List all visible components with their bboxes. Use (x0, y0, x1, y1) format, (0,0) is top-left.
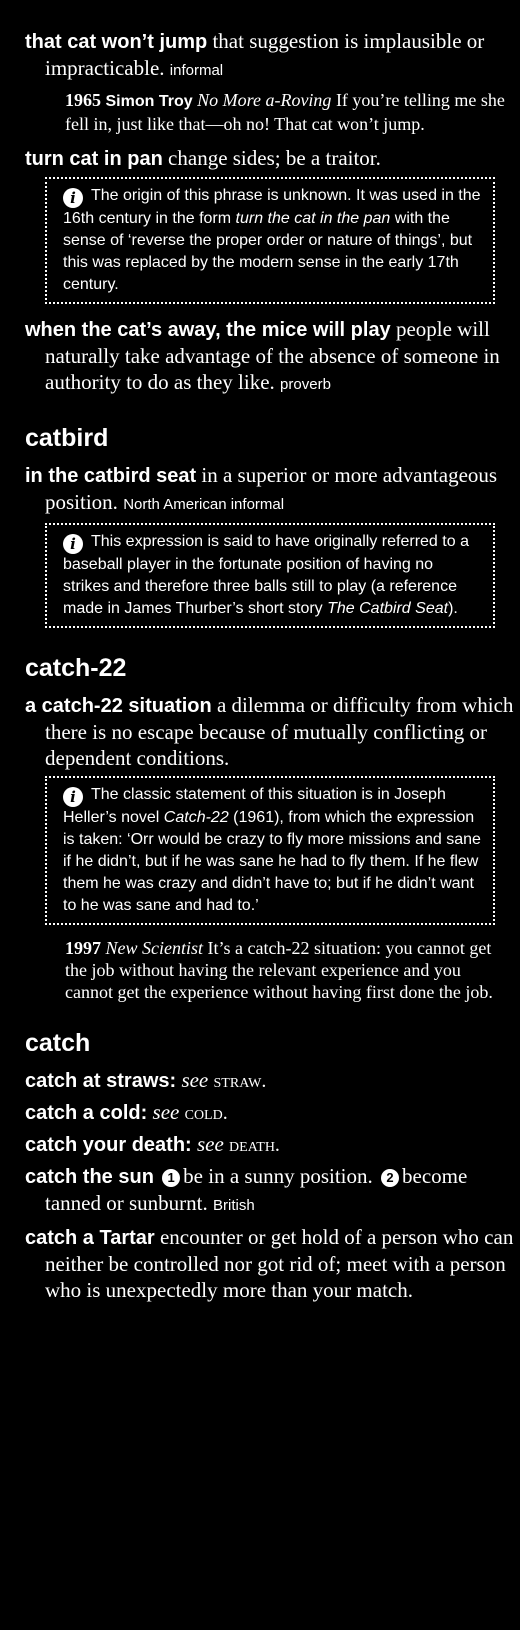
see-label: see (181, 1068, 209, 1092)
entry-phrase: turn cat in pan (25, 148, 163, 170)
origin-note (45, 177, 495, 304)
info-icon: i (63, 188, 83, 208)
entry-catch-your-death: catch your death: see death. (25, 1132, 280, 1156)
quote-year: 1965 (65, 90, 101, 110)
entry-a-catch-22-situation (25, 692, 515, 771)
sense-definition: be in a sunny position. (183, 1164, 373, 1188)
entry-phrase: catch the sun (25, 1166, 154, 1188)
entry-definition: that suggestion is implausible or impracticable. (45, 29, 485, 80)
headword-catch-22: catch-22 (25, 654, 127, 682)
entry-phrase: a catch-22 situation (25, 695, 212, 717)
quote-author: Simon Troy (105, 93, 193, 110)
headword-catch: catch (25, 1029, 91, 1057)
entry-catch-a-cold: catch a cold: see cold. (25, 1100, 228, 1124)
quote-text: If you’re telling me she fell in, just like that—oh no! That cat won’t jump. (65, 90, 505, 134)
headword-catbird: catbird (25, 424, 109, 452)
cross-reference: straw. (213, 1070, 267, 1092)
note-text: (1961), from which the expression is taken: ‘Orr would be crazy to fly more missions and sane if he didn’t, but if he was sane he had to fly them. If he flew them he was crazy and didn’t have to; but if he didn’t want to he was sane and had to.’ (63, 809, 481, 914)
quote-text: It’s a catch-22 situation: you cannot get the job without having the relevant experience and you cannot get the experience without having first done the job. (65, 938, 493, 1002)
entry-phrase: catch at straws (25, 1070, 170, 1092)
see-label: see (152, 1100, 180, 1124)
info-icon: i (63, 534, 83, 554)
entry-in-the-catbird-seat (25, 462, 515, 518)
quote-title: No More a-Roving (197, 90, 332, 110)
note-italic: Catch-22 (163, 809, 229, 826)
cross-reference: death. (229, 1134, 280, 1156)
entry-definition: a dilemma or difficulty from which there is no escape because of mutually conflicting or dependent conditions. (45, 693, 514, 770)
entry-definition: people will naturally take advantage of the absence of someone in authority to do as they like. (45, 317, 500, 394)
entry-that-cat-wont-jump (25, 28, 515, 84)
origin-note (45, 776, 495, 925)
entry-when-the-cats-away (25, 316, 515, 398)
note-text: The origin of this phrase is unknown. It was used in the 16th century in the form (63, 187, 481, 227)
quote-title: New Scientist (105, 938, 203, 958)
citation-quote (65, 937, 505, 1003)
entry-phrase: in the catbird seat (25, 465, 197, 487)
note-text: The classic statement of this situation is in Joseph Heller’s novel (63, 786, 446, 826)
entry-turn-cat-in-pan (25, 145, 515, 172)
info-icon: i (63, 787, 83, 807)
entry-phrase: catch your death (25, 1134, 186, 1156)
citation-quote (65, 89, 505, 135)
note-text: ). (448, 600, 458, 617)
entry-phrase: when the cat’s away, the mice will play (25, 319, 391, 341)
see-label: see (196, 1132, 224, 1156)
quote-year: 1997 (65, 938, 101, 958)
note-italic: The Catbird Seat (327, 600, 449, 617)
sense-definition: become tanned or sunburnt. (45, 1164, 468, 1215)
note-text: with the sense of ‘reverse the proper order or nature of things’, but this was replaced by the modern sense in the early 17th century. (63, 210, 473, 293)
usage-label: North American informal (123, 496, 285, 513)
entry-phrase: catch a Tartar (25, 1227, 155, 1249)
entry-definition: in a superior or more advantageous position. (45, 463, 498, 514)
usage-label: British (212, 1197, 255, 1214)
entry-catch-at-straws: catch at straws: see straw. (25, 1068, 267, 1092)
usage-label: informal (169, 62, 224, 79)
sense-number-badge: 2 (381, 1169, 399, 1187)
usage-label: proverb (280, 376, 331, 393)
origin-note (45, 523, 495, 628)
cross-reference: cold. (184, 1102, 228, 1124)
entry-definition: change sides; be a traitor. (168, 146, 381, 170)
entry-phrase: catch a cold (25, 1102, 141, 1124)
sense-number-badge: 1 (162, 1169, 180, 1187)
entry-definition: encounter or get hold of a person who can neither be controlled nor got rid of; meet with a person who is unexpectedly more than your match. (45, 1225, 514, 1302)
note-text: This expression is said to have originally referred to a baseball player in the fortunate position of having no strikes and therefore three balls still to play (a reference made in James Thurber’s short story (63, 533, 469, 617)
entry-phrase: that cat won’t jump (25, 31, 208, 53)
note-italic: turn the cat in the pan (235, 210, 391, 227)
entry-catch-a-tartar (25, 1224, 515, 1303)
entry-catch-the-sun (25, 1163, 515, 1219)
